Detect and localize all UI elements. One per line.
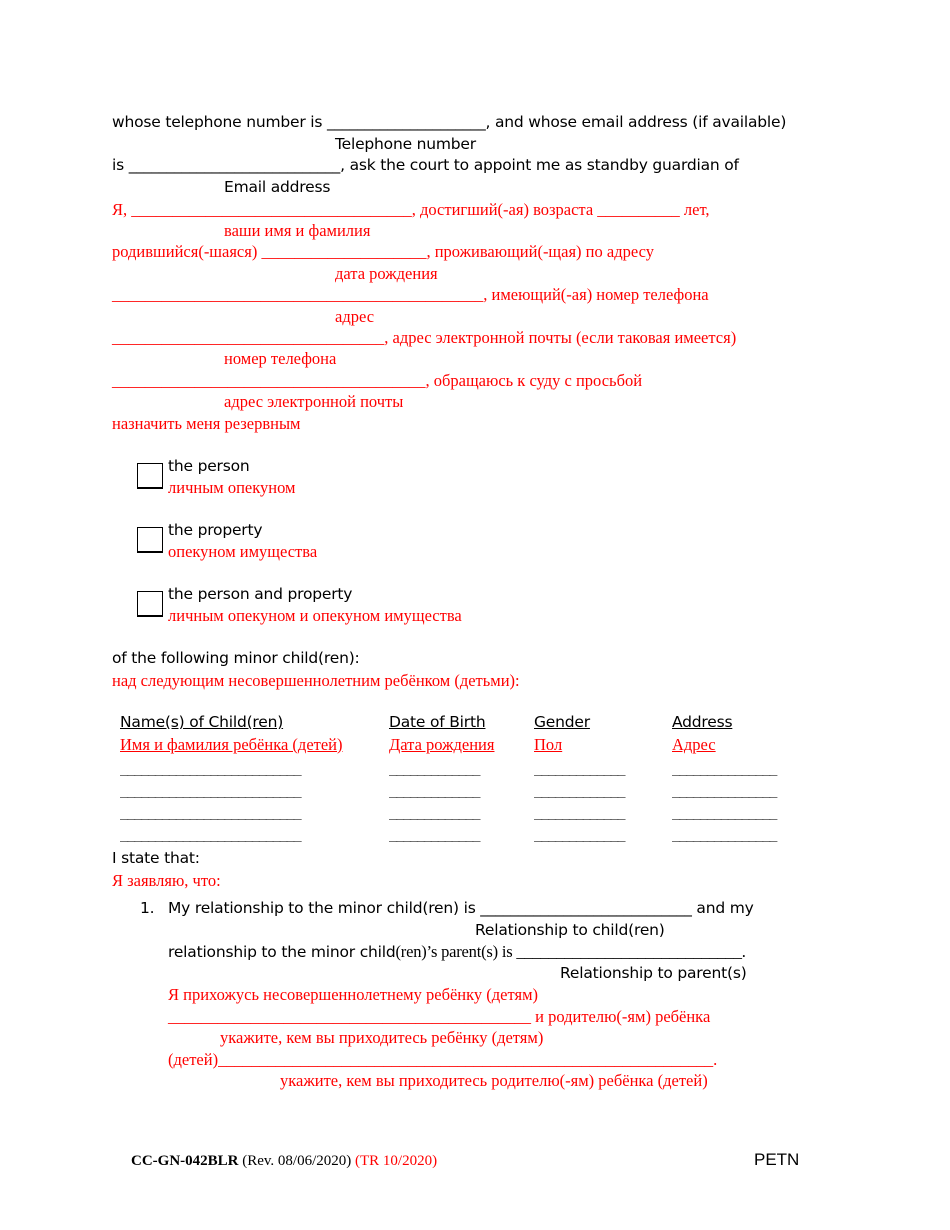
child-row-2-name[interactable]: __________________________ [120, 782, 301, 798]
child-row-3-name[interactable]: __________________________ [120, 804, 301, 820]
ru-intro-line-1: Я, __________________________________, достигший(-ая) возраста __________ лет, [112, 200, 710, 219]
item-1-ru-line-2: ____________________________________________ и родителю(-ям) ребёнка [168, 1007, 711, 1026]
statement-heading-ru: Я заявляю, что: [112, 871, 221, 890]
child-row-3-dob[interactable]: _____________ [389, 804, 480, 820]
ru-email-label: адрес электронной почты [224, 392, 404, 411]
ru-phone-label: номер телефона [224, 349, 337, 368]
footer-form-code: CC-GN-042BLR (Rev. 08/06/2020) (TR 10/2020) [131, 1153, 438, 1169]
item-1-ru-line-1: Я прихожусь несовершеннолетнему ребёнку (детям) [168, 985, 539, 1004]
ru-intro-line-2: родившийся(-шаяся) ____________________, проживающий(-щая) по адресу [112, 242, 654, 261]
child-row-1-name[interactable]: __________________________ [120, 760, 301, 776]
child-row-2-gender[interactable]: _____________ [534, 782, 625, 798]
column-header-dob-ru: Дата рождения [389, 735, 495, 754]
ru-address-label: адрес [335, 307, 375, 326]
option-property-label: the property [168, 521, 263, 539]
telephone-label: Telephone number [335, 135, 476, 153]
child-row-3-gender[interactable]: _____________ [534, 804, 625, 820]
item-1-number: 1. [140, 899, 155, 917]
column-header-address: Address [672, 713, 733, 731]
child-row-1-dob[interactable]: _____________ [389, 760, 480, 776]
ru-intro-line-6: назначить меня резервным [112, 414, 301, 433]
column-header-dob: Date of Birth [389, 713, 486, 731]
children-heading-ru: над следующим несовершеннолетним ребёнком (детьми): [112, 671, 520, 690]
statement-heading: I state that: [112, 849, 200, 867]
email-label: Email address [224, 178, 331, 196]
item-1-line-2: relationship to the minor child(ren)’s parent(s) is ____________________________. [168, 942, 746, 961]
children-heading: of the following minor child(ren): [112, 649, 360, 667]
child-row-4-address[interactable]: _______________ [672, 826, 776, 842]
child-row-4-name[interactable]: __________________________ [120, 826, 301, 842]
option-person-label: the person [168, 457, 250, 475]
column-header-name: Name(s) of Child(ren) [120, 713, 284, 731]
child-row-1-address[interactable]: _______________ [672, 760, 776, 776]
ru-intro-line-5: ______________________________________, обращаюсь к суду с просьбой [112, 371, 643, 390]
column-header-address-ru: Адрес [672, 735, 716, 754]
child-row-4-gender[interactable]: _____________ [534, 826, 625, 842]
checkbox-person-and-property[interactable] [137, 591, 163, 617]
column-header-gender-ru: Пол [534, 735, 563, 754]
ru-dob-label: дата рождения [335, 264, 438, 283]
intro-line-2: is ____________________________, ask the court to appoint me as standby guardian of [112, 156, 739, 174]
relationship-child-label: Relationship to child(ren) [475, 921, 665, 939]
column-header-gender: Gender [534, 713, 590, 731]
option-person-property-label: the person and property [168, 585, 353, 603]
child-row-4-dob[interactable]: _____________ [389, 826, 480, 842]
option-person-label-ru: личным опекуном [168, 478, 296, 497]
ru-intro-line-3: _____________________________________________, имеющий(-ая) номер телефона [112, 285, 709, 304]
checkbox-person[interactable] [137, 463, 163, 489]
footer-doc-type: PETN [754, 1150, 800, 1169]
child-row-2-address[interactable]: _______________ [672, 782, 776, 798]
intro-line-1: whose telephone number is _____________________, and whose email address (if available) [112, 113, 787, 131]
item-1-line-1: My relationship to the minor child(ren) is ____________________________ and my [168, 899, 754, 917]
checkbox-property[interactable] [137, 527, 163, 553]
item-1-ru-parent-label: укажите, кем вы приходитесь родителю(-ям) ребёнка (детей) [280, 1071, 708, 1090]
item-1-ru-line-3: (детей)____________________________________________________________. [168, 1050, 718, 1069]
relationship-parent-label: Relationship to parent(s) [560, 964, 747, 982]
option-property-label-ru: опекуном имущества [168, 542, 318, 561]
ru-name-label: ваши имя и фамилия [224, 221, 371, 240]
child-row-3-address[interactable]: _______________ [672, 804, 776, 820]
ru-intro-line-4: _________________________________, адрес электронной почты (если таковая имеется) [112, 328, 737, 347]
child-row-2-dob[interactable]: _____________ [389, 782, 480, 798]
item-1-ru-child-label: укажите, кем вы приходитесь ребёнку (детям) [220, 1028, 544, 1047]
column-header-name-ru: Имя и фамилия ребёнка (детей) [120, 735, 343, 754]
option-person-property-label-ru: личным опекуном и опекуном имущества [168, 606, 462, 625]
child-row-1-gender[interactable]: _____________ [534, 760, 625, 776]
